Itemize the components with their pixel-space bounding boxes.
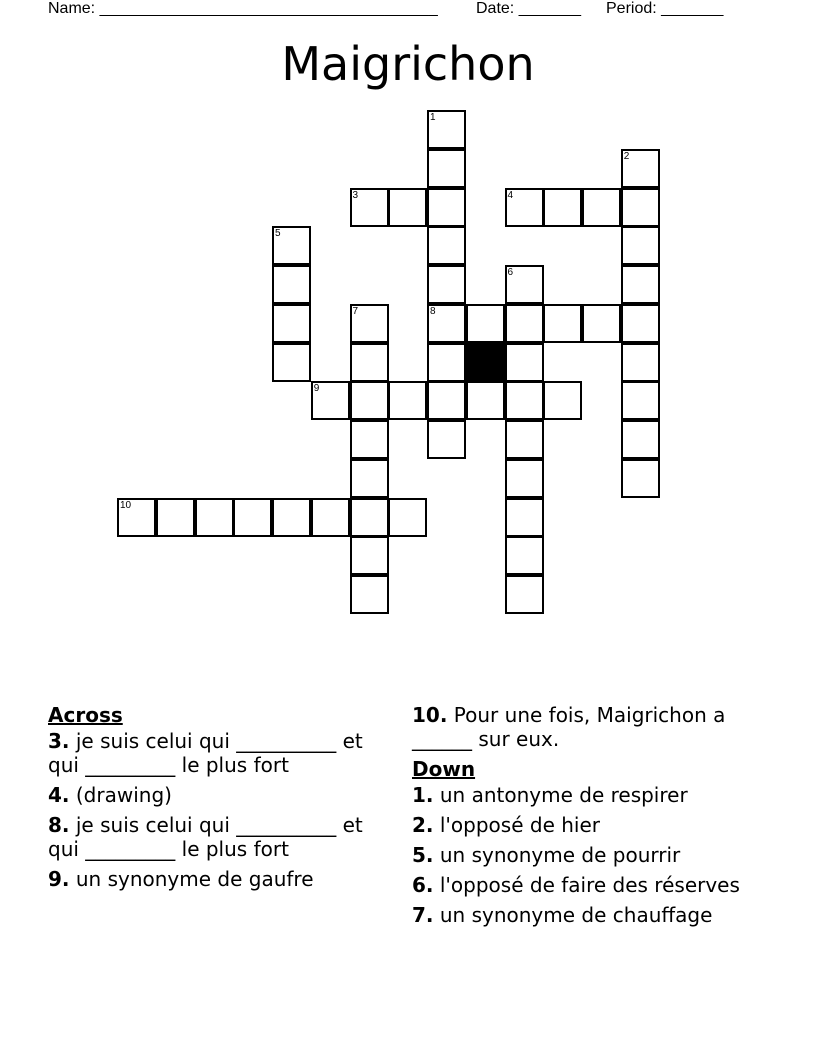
grid-cell[interactable] <box>505 343 544 382</box>
across-clue-3: 3. je suis celui qui __________ et qui _________ le plus fort <box>48 729 363 777</box>
grid-cell[interactable] <box>621 459 660 498</box>
grid-cell[interactable] <box>350 343 389 382</box>
grid-cell[interactable] <box>350 498 389 537</box>
grid-cell[interactable] <box>505 536 544 575</box>
page-title: Maigrichon <box>281 37 535 91</box>
grid-cell[interactable] <box>427 343 466 382</box>
across-heading: Across <box>48 703 123 727</box>
down-clue-5: 5. un synonyme de pourrir <box>412 843 681 867</box>
down-clue-7: 7. un synonyme de chauffage <box>412 903 713 927</box>
grid-cell[interactable] <box>505 420 544 459</box>
grid-cell[interactable] <box>156 498 195 537</box>
grid-cell[interactable] <box>621 420 660 459</box>
down-heading: Down <box>412 757 476 781</box>
grid-cell[interactable] <box>350 381 389 420</box>
clue-number: 1 <box>430 112 436 123</box>
grid-cell[interactable] <box>427 188 466 227</box>
grid-cell[interactable] <box>621 381 660 420</box>
grid-cell[interactable] <box>621 188 660 227</box>
grid-cell[interactable] <box>272 498 311 537</box>
grid-cell[interactable] <box>350 459 389 498</box>
grid-cell[interactable] <box>505 304 544 343</box>
clue-number: 4 <box>507 189 514 201</box>
down-clue-1: 1. un antonyme de respirer <box>412 783 688 807</box>
grid-cell[interactable] <box>427 420 466 459</box>
across-clue-8: 8. je suis celui qui __________ et qui _________ le plus fort <box>48 813 363 861</box>
grid-cell[interactable] <box>311 498 350 537</box>
down-clue-6: 6. l'opposé de faire des réserves <box>412 873 740 897</box>
grid-cell[interactable] <box>582 188 621 227</box>
grid-cell[interactable] <box>388 381 427 420</box>
clue-number: 5 <box>275 228 281 240</box>
clue-number: 8 <box>430 305 436 317</box>
clue-number: 6 <box>507 267 514 278</box>
grid-cell[interactable] <box>272 265 311 304</box>
grid-cell[interactable] <box>350 420 389 459</box>
name-line: Name: ______________________________________ <box>48 0 438 17</box>
grid-cell[interactable] <box>621 304 660 343</box>
black-square <box>466 343 505 382</box>
period-line: Period: _______ <box>606 0 724 17</box>
grid-cell[interactable] <box>195 498 234 537</box>
clue-number: 2 <box>623 150 630 162</box>
right-clue-column <box>412 703 762 933</box>
grid-cell[interactable] <box>543 188 582 227</box>
across-clues <box>48 703 398 897</box>
grid-cell[interactable] <box>621 226 660 265</box>
grid-cell[interactable] <box>505 459 544 498</box>
clue-number: 9 <box>313 383 320 395</box>
grid-cell[interactable] <box>621 265 660 304</box>
grid-cell[interactable] <box>350 536 389 575</box>
grid-cell[interactable] <box>505 498 544 537</box>
grid-cell[interactable] <box>505 575 544 614</box>
grid-cell[interactable] <box>350 575 389 614</box>
grid-cell[interactable] <box>272 343 311 382</box>
grid-cell[interactable] <box>427 226 466 265</box>
grid-cell[interactable] <box>543 304 582 343</box>
across-clue-4: 4. (drawing) <box>48 783 172 807</box>
clue-number: 7 <box>352 305 359 317</box>
date-line: Date: _______ <box>476 0 581 17</box>
grid-cell[interactable] <box>427 381 466 420</box>
grid-cell[interactable] <box>427 149 466 188</box>
across-clue-10: 10. Pour une fois, Maigrichon a ______ sur eux. <box>412 703 726 751</box>
grid-cell[interactable] <box>233 498 272 537</box>
grid-cell[interactable] <box>388 498 427 537</box>
grid-cell[interactable] <box>272 304 311 343</box>
grid-cell[interactable] <box>582 304 621 343</box>
grid-cell[interactable] <box>427 265 466 304</box>
grid-cell[interactable] <box>621 343 660 382</box>
grid-cell[interactable] <box>543 381 582 420</box>
clue-number: 3 <box>352 189 359 201</box>
grid-cell[interactable] <box>466 381 505 420</box>
grid-cell[interactable] <box>466 304 505 343</box>
across-clue-9: 9. un synonyme de gaufre <box>48 867 314 891</box>
clue-number: 10 <box>120 499 132 511</box>
grid-cell[interactable] <box>505 381 544 420</box>
down-clue-2: 2. l'opposé de hier <box>412 813 600 837</box>
grid-cell[interactable] <box>388 188 427 227</box>
